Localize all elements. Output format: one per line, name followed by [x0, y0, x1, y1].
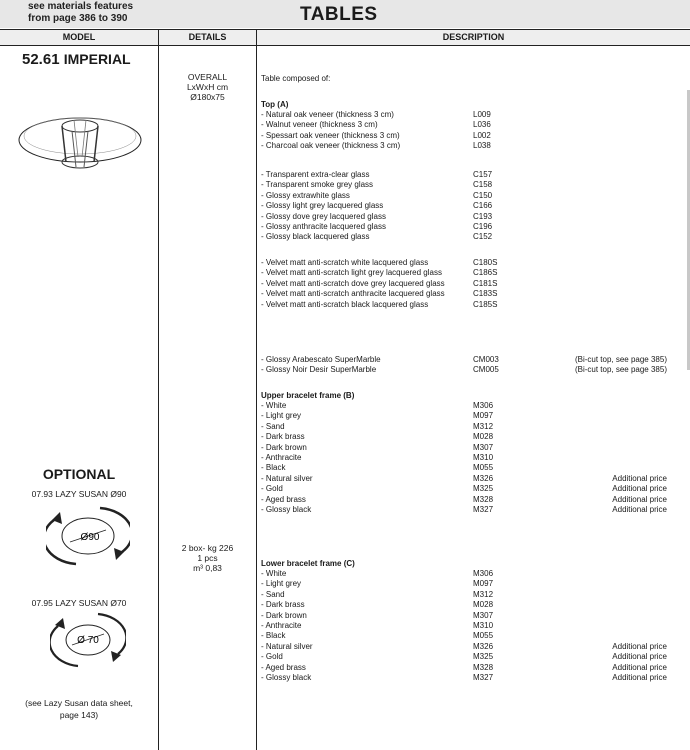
material-row [261, 505, 681, 515]
material-code: CM005 [473, 365, 499, 375]
material-code: L036 [473, 120, 491, 130]
material-label: - Black [261, 463, 286, 473]
material-label: - Glossy black [261, 672, 312, 682]
material-label: - Aged brass [261, 662, 306, 672]
material-note: Additional price [612, 641, 667, 651]
material-code: C185S [473, 299, 498, 309]
material-code: C157 [473, 170, 493, 179]
top-veneer-list [261, 110, 681, 152]
material-code: M310 [473, 620, 494, 630]
material-note: Additional price [612, 494, 667, 504]
details-dims-value: Ø180x75 [190, 92, 225, 102]
material-label: - Dark brass [261, 600, 305, 610]
material-code: M307 [473, 610, 494, 620]
material-label: - Natural silver [261, 641, 313, 651]
material-code: C152 [473, 232, 493, 242]
model-number: 52.61 [22, 51, 60, 68]
lower-frame-section [261, 559, 681, 683]
material-label: - Glossy dove grey lacquered glass [261, 211, 386, 221]
upper-frame-title: Upper bracelet frame (B) [261, 391, 355, 400]
column-divider-2 [256, 30, 257, 750]
material-label: - Sand [261, 421, 285, 431]
material-row [261, 131, 681, 141]
material-label: - Black [261, 631, 286, 641]
details-dims-label: LxWxH cm [186, 82, 229, 92]
lazy-susan-90-icon [46, 506, 130, 566]
material-code: M325 [473, 484, 494, 494]
material-row [261, 621, 681, 631]
material-row [261, 110, 681, 120]
material-label: - Natural oak veneer (thickness 3 cm) [261, 110, 394, 119]
material-row [261, 631, 681, 641]
material-note: Additional price [612, 662, 667, 672]
material-label: - Dark brown [261, 610, 307, 620]
material-row [261, 579, 681, 589]
material-row [261, 279, 681, 289]
material-code: M055 [473, 463, 494, 473]
material-label: - Light grey [261, 579, 302, 589]
material-code: M312 [473, 421, 494, 431]
material-note: Additional price [612, 652, 667, 662]
material-label: - Gold [261, 652, 283, 662]
column-header-divider [0, 45, 690, 46]
description-intro: Table composed of: [261, 74, 331, 83]
material-code: C193 [473, 211, 493, 221]
details-packaging [160, 543, 255, 573]
material-row [261, 432, 681, 442]
material-code: C158 [473, 180, 493, 190]
material-code: M310 [473, 452, 494, 462]
material-row [261, 120, 681, 130]
materials-note-line1: see materials features [28, 1, 134, 12]
material-note: Additional price [612, 504, 667, 514]
lazy-susan-note-line1: (see Lazy Susan data sheet, [25, 698, 133, 708]
details-box: 2 box- kg 226 [181, 543, 234, 553]
material-label: - Dark brown [261, 442, 307, 452]
material-code: L009 [473, 110, 491, 119]
material-row [261, 180, 681, 190]
materials-note [28, 1, 133, 25]
top-section [261, 100, 681, 152]
column-divider-1 [158, 30, 159, 750]
material-row [261, 232, 681, 242]
column-header-description: DESCRIPTION [257, 30, 690, 45]
column-header-details: DETAILS [159, 30, 256, 45]
material-row [261, 600, 681, 610]
header-divider [0, 29, 690, 30]
details-overall [160, 72, 255, 102]
material-row [261, 569, 681, 579]
material-label: - Velvet matt anti-scratch white lacquered glass [261, 258, 429, 267]
model-title [22, 51, 131, 68]
top-glass-list [261, 170, 681, 243]
material-row [261, 258, 681, 268]
material-code: M328 [473, 662, 494, 672]
material-code: M055 [473, 631, 494, 641]
material-label: - Velvet matt anti-scratch anthracite lacquered glass [261, 289, 445, 299]
material-label: - Natural silver [261, 473, 313, 483]
material-label: - Anthracite [261, 620, 302, 630]
lazy-susan-note-line2: page 143) [59, 710, 99, 720]
material-label: - Walnut veneer (thickness 3 cm) [261, 120, 378, 130]
material-row [261, 401, 681, 411]
material-label: - Velvet matt anti-scratch dove grey lacquered glass [261, 278, 445, 288]
material-label: - Sand [261, 589, 285, 599]
material-label: - Transparent smoke grey glass [261, 180, 374, 190]
page-header [0, 0, 690, 28]
material-code: M326 [473, 473, 494, 483]
material-code: M328 [473, 494, 494, 504]
material-row [261, 170, 681, 180]
column-header-model: MODEL [0, 30, 158, 45]
material-label: - Dark brass [261, 432, 305, 442]
material-row [261, 191, 681, 201]
details-pcs: 1 pcs [197, 553, 218, 563]
lazy-susan-70-icon-label: Ø 70 [77, 635, 99, 646]
material-note: Additional price [612, 672, 667, 682]
material-row [261, 422, 681, 432]
material-code: M325 [473, 652, 494, 662]
material-code: C166 [473, 201, 493, 211]
material-label: - Velvet matt anti-scratch light grey lacquered glass [261, 268, 442, 278]
material-code: M306 [473, 569, 494, 578]
material-note: (Bi-cut top, see page 385) [574, 355, 667, 364]
lazy-susan-90-icon-label: Ø90 [80, 532, 100, 543]
material-code: C180S [473, 258, 498, 267]
material-code: M327 [473, 672, 494, 682]
material-row [261, 463, 681, 473]
page-title: TABLES [300, 4, 378, 25]
material-label: - Velvet matt anti-scratch black lacquered glass [261, 299, 429, 309]
material-row [261, 300, 681, 310]
material-label: - Charcoal oak veneer (thickness 3 cm) [261, 141, 401, 151]
material-note: Additional price [612, 484, 667, 494]
lower-frame-title: Lower bracelet frame (C) [261, 559, 355, 568]
material-row [261, 673, 681, 683]
material-row [261, 495, 681, 505]
material-label: - Spessart oak veneer (thickness 3 cm) [261, 130, 400, 140]
material-code: C181S [473, 278, 498, 288]
material-row [261, 365, 681, 375]
lazy-susan-90-label: 07.93 LAZY SUSAN Ø90 [31, 489, 127, 499]
material-label: - Glossy extrawhite glass [261, 190, 350, 200]
material-label: - White [261, 401, 287, 410]
top-section-title: Top (A) [261, 100, 289, 109]
material-row [261, 652, 681, 662]
material-row [261, 289, 681, 299]
material-code: C186S [473, 268, 498, 278]
material-row [261, 212, 681, 222]
material-code: C150 [473, 190, 493, 200]
optional-title: OPTIONAL [42, 466, 116, 482]
material-label: - Anthracite [261, 452, 302, 462]
material-row [261, 474, 681, 484]
upper-frame-section [261, 391, 681, 515]
material-row [261, 141, 681, 151]
lower-frame-list [261, 569, 681, 683]
material-code: M028 [473, 432, 494, 442]
table-drawing [14, 98, 146, 186]
material-label: - Aged brass [261, 494, 306, 504]
material-code: L002 [473, 130, 491, 140]
material-label: - Gold [261, 484, 283, 494]
material-row [261, 355, 681, 365]
details-volume: m³ 0,83 [193, 563, 222, 573]
material-label: - White [261, 569, 287, 578]
material-row [261, 268, 681, 278]
material-code: L038 [473, 141, 491, 151]
lazy-susan-note [0, 697, 158, 721]
model-name: IMPERIAL [63, 51, 131, 67]
material-row [261, 642, 681, 652]
material-row [261, 663, 681, 673]
material-label: - Light grey [261, 411, 302, 421]
material-row [261, 201, 681, 211]
material-row [261, 411, 681, 421]
material-code: M097 [473, 579, 494, 589]
material-code: M097 [473, 411, 494, 421]
details-overall-label: OVERALL [187, 72, 228, 82]
material-code: M306 [473, 401, 494, 410]
material-row [261, 484, 681, 494]
material-code: CM003 [473, 355, 499, 364]
material-row [261, 453, 681, 463]
material-label: - Glossy anthracite lacquered glass [261, 221, 386, 231]
materials-note-line2: from page 386 to 390 [28, 13, 128, 24]
material-label: - Glossy black [261, 504, 312, 514]
material-label: - Glossy black lacquered glass [261, 232, 370, 242]
material-row [261, 222, 681, 232]
material-code: M326 [473, 641, 494, 651]
material-code: C196 [473, 221, 493, 231]
material-code: C183S [473, 289, 498, 299]
top-velvet-list [261, 258, 681, 310]
lazy-susan-70-icon [50, 612, 126, 668]
material-code: M028 [473, 600, 494, 610]
top-marble-list [261, 355, 681, 376]
material-note: Additional price [612, 473, 667, 483]
material-label: - Transparent extra-clear glass [261, 170, 370, 179]
material-row [261, 590, 681, 600]
material-label: - Glossy Noir Desir SuperMarble [261, 365, 377, 375]
material-row [261, 443, 681, 453]
lazy-susan-70-label: 07.95 LAZY SUSAN Ø70 [31, 598, 127, 608]
material-code: M307 [473, 442, 494, 452]
material-code: M327 [473, 504, 494, 514]
material-code: M312 [473, 589, 494, 599]
material-label: - Glossy light grey lacquered glass [261, 201, 384, 211]
material-row [261, 611, 681, 621]
material-label: - Glossy Arabescato SuperMarble [261, 355, 381, 364]
upper-frame-list [261, 401, 681, 515]
material-note: (Bi-cut top, see page 385) [574, 365, 667, 375]
